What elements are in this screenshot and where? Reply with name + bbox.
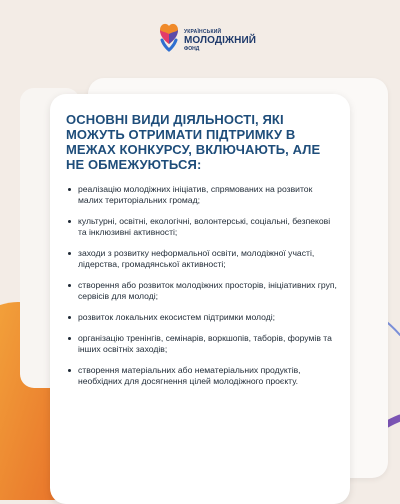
bullet-icon	[68, 316, 71, 319]
list-item-text: культурні, освітні, екологічні, волонтерські, соціальні, безпекові та інклюзивні активності;	[78, 216, 331, 237]
content-card	[50, 94, 350, 504]
logo-text-line1: УКРАЇНСЬКИЙ	[184, 29, 222, 35]
logo-text	[184, 30, 256, 52]
list-item-text: розвиток локальних екосистем підтримки молоді;	[78, 312, 276, 322]
bullet-icon	[68, 369, 71, 372]
list-item	[66, 280, 338, 302]
list-item	[66, 312, 338, 323]
list-item-text: реалізацію молодіжних ініціатив, спрямованих на розвиток малих територіальних громад;	[78, 184, 313, 205]
list-item-text: створення або розвиток молодіжних просторів, ініціативних груп, сервісів для молоді;	[78, 280, 337, 301]
list-item-text: організацію тренінгів, семінарів, воркшопів, таборів, форумів та інших освітніх заходів;	[78, 333, 332, 354]
logo-text-line2: МОЛОДІЖНИЙ	[184, 35, 257, 46]
bullet-icon	[68, 220, 71, 223]
bullet-icon	[68, 252, 71, 255]
list-item-text: заходи з розвитку неформальної освіти, молодіжної участі, лідерства, громадянської активності;	[78, 248, 315, 269]
bullet-icon	[68, 188, 71, 191]
list-item-text: створення матеріальних або нематеріальних продуктів, необхідних для досягнення цілей молодіжного проєкту.	[78, 365, 301, 386]
bullet-icon	[68, 284, 71, 287]
logo	[156, 20, 256, 60]
card-title: ОСНОВНІ ВИДИ ДІЯЛЬНОСТІ, ЯКІ МОЖУТЬ ОТРИМАТИ ПІДТРИМКУ В МЕЖАХ КОНКУРСУ, ВКЛЮЧАЮТЬ, АЛЕ НЕ ОБМЕЖУЮТЬСЯ:	[66, 112, 321, 172]
logo-heart-icon	[156, 20, 182, 54]
activity-list	[66, 184, 338, 397]
list-item	[66, 333, 338, 355]
list-item	[66, 216, 338, 238]
list-item	[66, 184, 338, 206]
logo-text-line3: ФОНД	[184, 46, 200, 52]
list-item	[66, 365, 338, 387]
list-item	[66, 248, 338, 270]
bullet-icon	[68, 337, 71, 340]
